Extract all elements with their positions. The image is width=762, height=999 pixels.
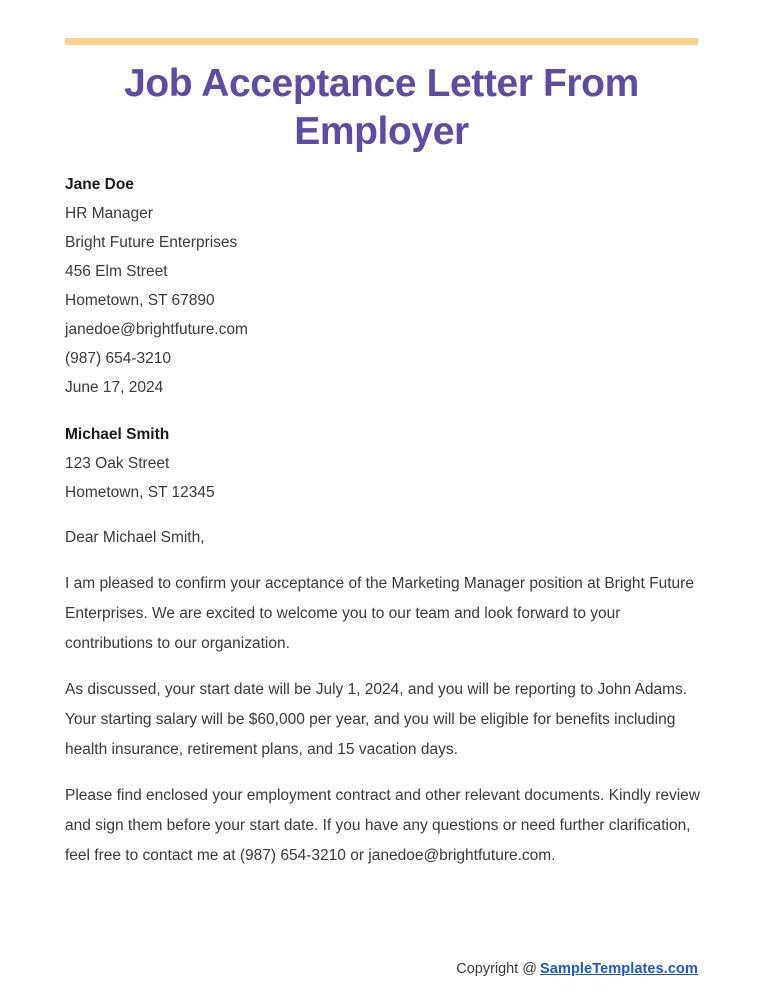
sender-address-block [65,170,701,402]
recipient-city-state-zip: Hometown, ST 12345 [65,484,215,501]
sender-city-state-zip: Hometown, ST 67890 [65,292,215,309]
sender-email: janedoe@brightfuture.com [65,321,248,338]
spacer [65,553,701,569]
sender-phone: (987) 654-3210 [65,350,171,367]
sender-name: Jane Doe [65,176,134,193]
spacer [65,765,701,781]
letter-paragraph-3: Please find enclosed your employment contract and other relevant documents. Kindly review and sign them before your start date. If you have any questions or need further clarification, feel free to contact me at (987) 654-3210 or janedoe@brightfuture.com. [65,787,700,864]
sender-job-title: HR Manager [65,205,153,222]
recipient-name: Michael Smith [65,426,170,443]
sender-company: Bright Future Enterprises [65,234,238,251]
spacer [65,402,701,420]
page-title: Job Acceptance Letter From Employer [124,62,639,153]
letter-date: June 17, 2024 [65,379,164,396]
top-accent-bar [65,38,698,45]
spacer [65,659,701,675]
copyright-text: Copyright @ [456,961,538,977]
salutation: Dear Michael Smith, [65,529,205,546]
sample-templates-link[interactable]: SampleTemplates.com [540,961,698,977]
sender-street: 456 Elm Street [65,263,168,280]
footer [0,959,698,979]
recipient-street: 123 Oak Street [65,455,170,472]
recipient-address-block [65,420,701,507]
spacer [65,507,701,523]
letter-paragraph-1: I am pleased to confirm your acceptance of the Marketing Manager position at Bright Future Enterprises. We are excited to welcome you to our team and look forward to your contributions to our organization. [65,575,694,652]
letter-paragraph-2: As discussed, your start date will be July 1, 2024, and you will be reporting to John Adams. Your starting salary will be $60,000 per year, and you will be eligible for benefits including health insurance, retirement plans, and 15 vacation days. [65,681,688,758]
letter-body [65,170,701,871]
